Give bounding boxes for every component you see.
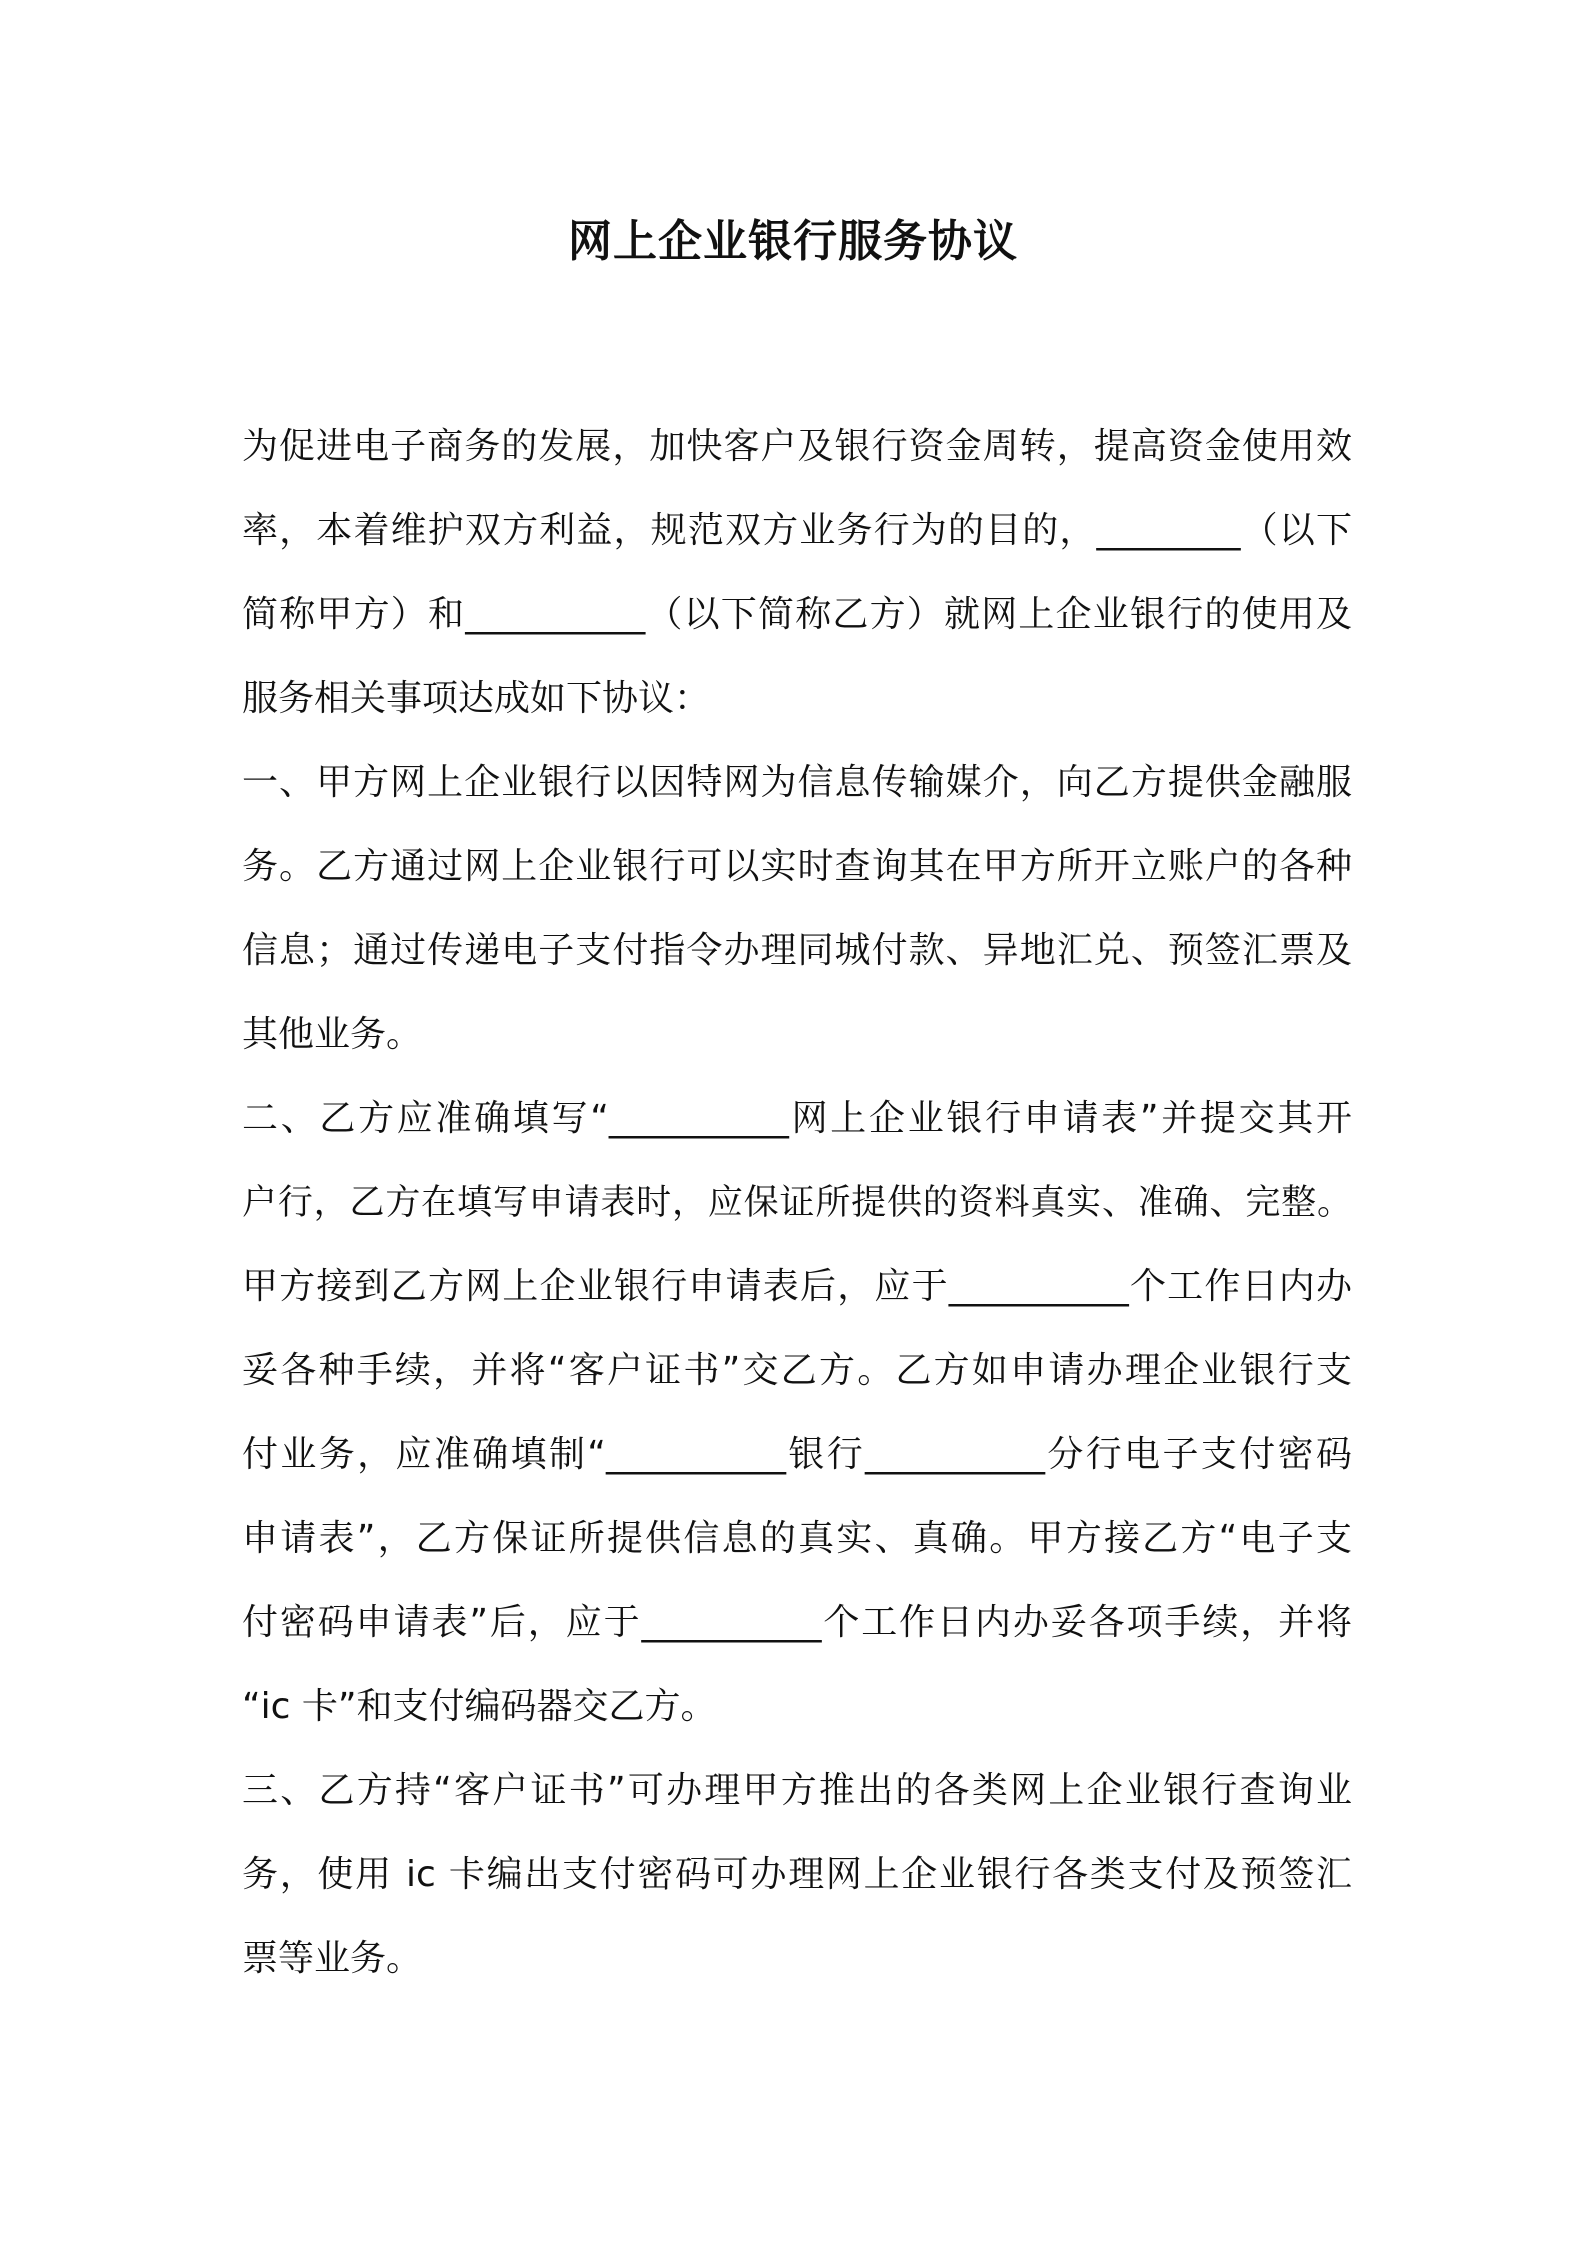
paragraph-line: 简称甲方）和__________（以下简称乙方）就网上企业银行的使用及 — [242, 594, 1352, 635]
paragraph-line: 为促进电子商务的发展，加快客户及银行资金周转，提高资金使用效 — [242, 426, 1352, 467]
paragraph-line: 务。乙方通过网上企业银行可以实时查询其在甲方所开立账户的各种 — [242, 846, 1352, 887]
paragraph-line: 率，本着维护双方利益，规范双方业务行为的目的，________（以下 — [242, 510, 1352, 551]
paragraph-line: 申请表”，乙方保证所提供信息的真实、真确。甲方接乙方“电子支 — [242, 1518, 1352, 1559]
paragraph-line: 付密码申请表”后，应于__________个工作日内办妥各项手续，并将 — [242, 1602, 1352, 1643]
document-body — [242, 405, 1352, 2001]
paragraph-line: 其他业务。 — [242, 1014, 423, 1055]
document-title: 网上企业银行服务协议 — [568, 216, 1018, 267]
paragraph-line: 妥各种手续，并将“客户证书”交乙方。乙方如申请办理企业银行支 — [242, 1350, 1352, 1391]
paragraph-line: 票等业务。 — [242, 1938, 423, 1979]
paragraph-line: 服务相关事项达成如下协议： — [242, 678, 711, 719]
paragraph-line: 付业务，应准确填制“__________银行__________分行电子支付密码 — [242, 1434, 1352, 1475]
paragraph-line: 二、乙方应准确填写“__________网上企业银行申请表”并提交其开 — [242, 1098, 1352, 1139]
paragraph-line: 信息；通过传递电子支付指令办理同城付款、异地汇兑、预签汇票及 — [242, 930, 1352, 971]
paragraph-line: 务，使用 ic 卡编出支付密码可办理网上企业银行各类支付及预签汇 — [242, 1854, 1352, 1895]
paragraph-line: 甲方接到乙方网上企业银行申请表后，应于__________个工作日内办 — [242, 1266, 1352, 1307]
paragraph-line: “ic 卡”和支付编码器交乙方。 — [242, 1686, 717, 1727]
paragraph-line: 户行，乙方在填写申请表时，应保证所提供的资料真实、准确、完整。 — [242, 1183, 1352, 1223]
paragraph-line: 一、甲方网上企业银行以因特网为信息传输媒介，向乙方提供金融服 — [242, 762, 1352, 803]
paragraph-line: 三、乙方持“客户证书”可办理甲方推出的各类网上企业银行查询业 — [242, 1770, 1352, 1811]
